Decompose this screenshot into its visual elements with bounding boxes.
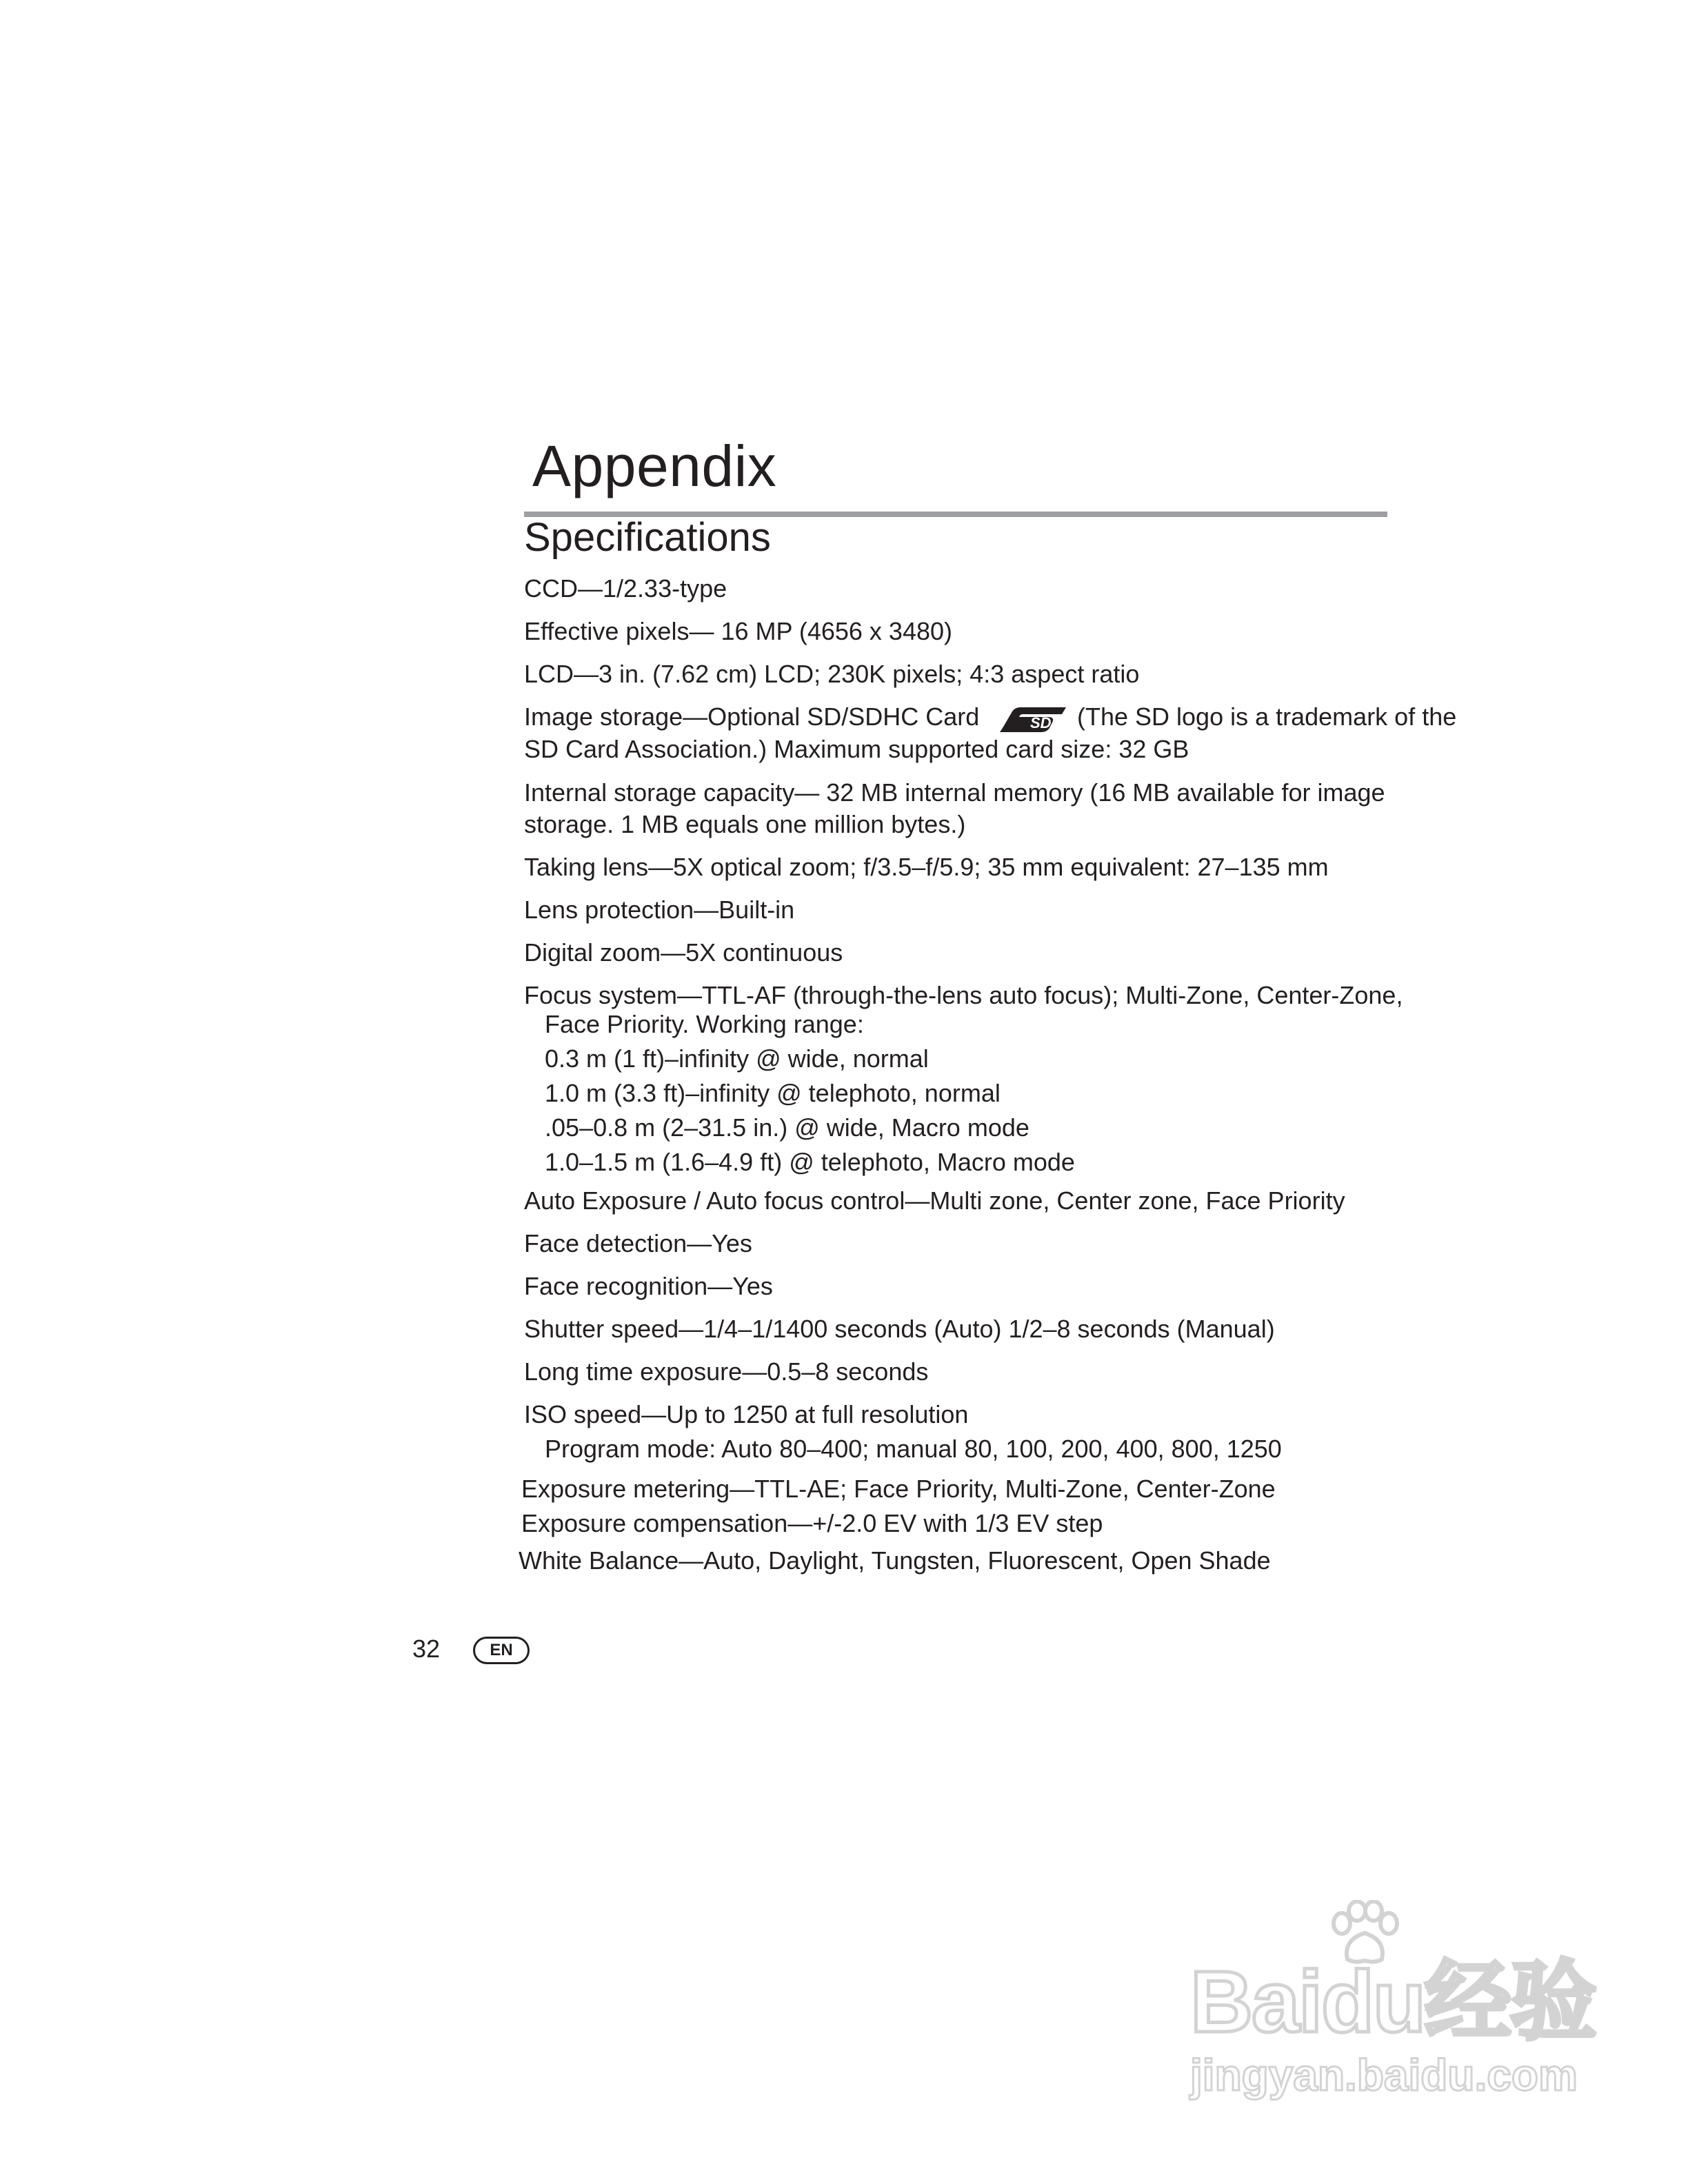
spec-line: Focus system—TTL-AF (through-the-lens auto focus); Multi-Zone, Center-Zone, <box>524 981 1403 1009</box>
spec-line: 0.3 m (1 ft)–infinity @ wide, normal <box>545 1044 929 1073</box>
spec-line: .05–0.8 m (2–31.5 in.) @ wide, Macro mode <box>545 1113 1029 1142</box>
watermark <box>1172 1900 1596 2107</box>
watermark-brand: Baidu经验 <box>1190 1953 1596 2050</box>
spec-line: Face Priority. Working range: <box>545 1010 864 1038</box>
section-heading: Specifications <box>524 515 771 560</box>
spec-line: Long time exposure—0.5–8 seconds <box>524 1357 929 1386</box>
spec-line: Face recognition—Yes <box>524 1272 773 1300</box>
page-title: Appendix <box>532 434 777 498</box>
spec-line: White Balance—Auto, Daylight, Tungsten, Fluorescent, Open Shade <box>519 1546 1271 1575</box>
spec-line: Program mode: Auto 80–400; manual 80, 100, 200, 400, 800, 1250 <box>545 1435 1282 1463</box>
spec-line: 1.0–1.5 m (1.6–4.9 ft) @ telephoto, Macro mode <box>545 1148 1075 1176</box>
spec-line: Digital zoom—5X continuous <box>524 938 843 967</box>
spec-line: storage. 1 MB equals one million bytes.) <box>524 810 966 838</box>
spec-line: CCD—1/2.33-type <box>524 574 727 603</box>
spec-line: Internal storage capacity— 32 MB internal memory (16 MB available for image <box>524 778 1385 807</box>
watermark-url: jingyan.baidu.com <box>1190 2050 1578 2100</box>
spec-line: ISO speed—Up to 1250 at full resolution <box>524 1400 969 1428</box>
sd-card-logo <box>998 705 1070 735</box>
spec-line: Taking lens—5X optical zoom; f/3.5–f/5.9; 35 mm equivalent: 27–135 mm <box>524 853 1329 881</box>
spec-line: (The SD logo is a trademark of the <box>1077 702 1457 731</box>
page-number: 32 <box>412 1635 441 1663</box>
spec-line: LCD—3 in. (7.62 cm) LCD; 230K pixels; 4:3 aspect ratio <box>524 660 1140 688</box>
spec-line: Exposure compensation—+/-2.0 EV with 1/3 EV step <box>521 1509 1103 1537</box>
spec-line: Lens protection—Built-in <box>524 896 795 924</box>
spec-line: 1.0 m (3.3 ft)–infinity @ telephoto, normal <box>545 1079 1001 1107</box>
spec-line: SD Card Association.) Maximum supported card size: 32 GB <box>524 735 1189 763</box>
spec-line: Effective pixels— 16 MP (4656 x 3480) <box>524 617 952 645</box>
spec-line: Exposure metering—TTL-AE; Face Priority, Multi-Zone, Center-Zone <box>521 1475 1276 1503</box>
spec-line: Face detection—Yes <box>524 1229 752 1257</box>
sd-logo-text: SD <box>1030 714 1052 731</box>
language-badge: EN <box>473 1637 530 1664</box>
spec-line: Auto Exposure / Auto focus control—Multi zone, Center zone, Face Priority <box>524 1186 1345 1215</box>
spec-line: Image storage—Optional SD/SDHC Card <box>524 702 980 731</box>
spec-line: Shutter speed—1/4–1/1400 seconds (Auto) 1/2–8 seconds (Manual) <box>524 1315 1275 1343</box>
